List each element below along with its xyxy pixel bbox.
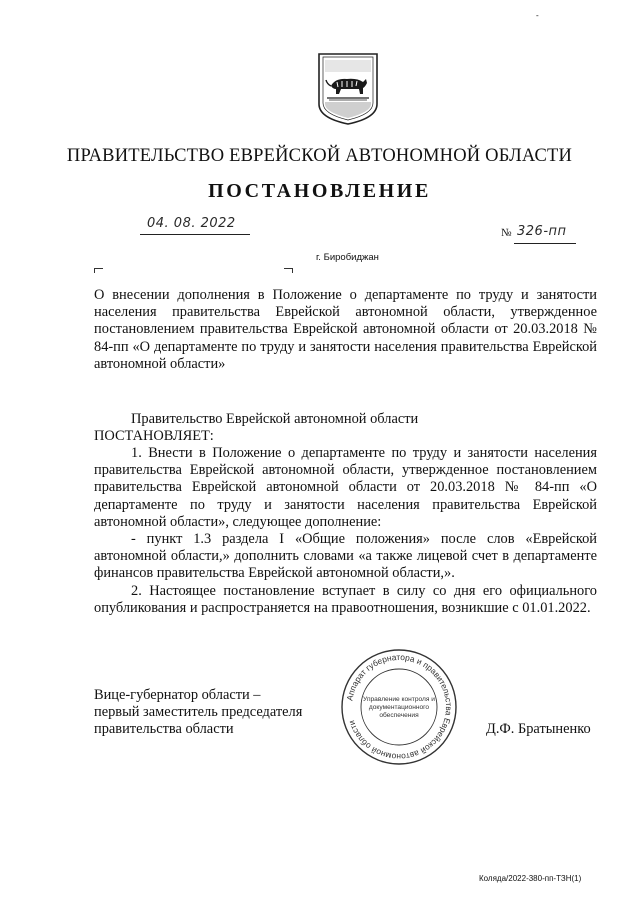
- number-label: №: [501, 227, 512, 239]
- stamp-inner-line-2: документационного: [368, 704, 430, 711]
- stamp-inner-line-1: Управление контроля и: [363, 696, 435, 703]
- coat-of-arms-emblem: [317, 52, 379, 126]
- preamble: [94, 411, 597, 445]
- signatory-line-3: правительства области: [94, 721, 234, 738]
- subject-bracket-left: [94, 268, 103, 273]
- signer-name: Д.Ф. Братыненко: [486, 721, 591, 737]
- item-1: 1. Внести в Положение о департаменте по труду и занятости населения правительства Еврейской автономной области, утвержденное постановлением правительства Еврейской автономной области от 20.03.2018 № 84-пп «О департаменте по труду и занятости населения правительства Еврейской автономной области», следующее дополнение:: [94, 445, 597, 530]
- government-title: ПРАВИТЕЛЬСТВО ЕВРЕЙСКОЙ АВТОНОМНОЙ ОБЛАСТИ: [66, 146, 573, 166]
- signatory-line-2: первый заместитель председателя: [94, 704, 303, 721]
- decree-subject: О внесении дополнения в Положение о департаменте по труду и занятости населения правительства Еврейской автономной области, утвержденное постановлением правительства Еврейской автономной области от 20.03.2018 № 84-пп «О департаменте по труду и занятости населения правительства Еврейской автономной области»: [94, 287, 597, 372]
- item-2: 2. Настоящее постановление вступает в силу со дня его официального опубликования и распространяется на правоотношения, возникшие с 01.01.2022.: [94, 582, 597, 616]
- subject-bracket-right: [284, 268, 293, 273]
- item-1-subpoint: - пункт 1.3 раздела I «Общие положения» после слов «Еврейской автономной области,» дополнить словами «а также лицевой счет в департаменте финансов правительства Еврейской автономной области,».: [94, 531, 597, 582]
- decree-date: 04. 08. 2022: [147, 216, 236, 231]
- signatory-line-1: Вице-губернатор области –: [94, 687, 261, 703]
- decree-number: 326-пп: [517, 224, 567, 239]
- preamble-line-2: ПОСТАНОВЛЯЕТ:: [94, 428, 214, 445]
- decree-body: [94, 445, 597, 617]
- number-underline: [514, 243, 576, 244]
- city-label: г. Биробиджан: [316, 252, 379, 263]
- stamp-outer-text: Аппарат губернатора и правительства Еврейской автономной области: [344, 651, 455, 763]
- top-mark: -: [536, 11, 539, 20]
- footer-registration-code: Коляда/2022-380-пп-ТЗН(1): [479, 874, 582, 883]
- date-underline: [140, 234, 250, 235]
- document-type-heading: ПОСТАНОВЛЕНИЕ: [208, 180, 431, 202]
- stamp-inner-line-3: обеспечения: [379, 712, 419, 719]
- signatory-title: [94, 687, 302, 739]
- preamble-line-1: Правительство Еврейской автономной области: [131, 411, 419, 427]
- official-stamp: [339, 647, 459, 767]
